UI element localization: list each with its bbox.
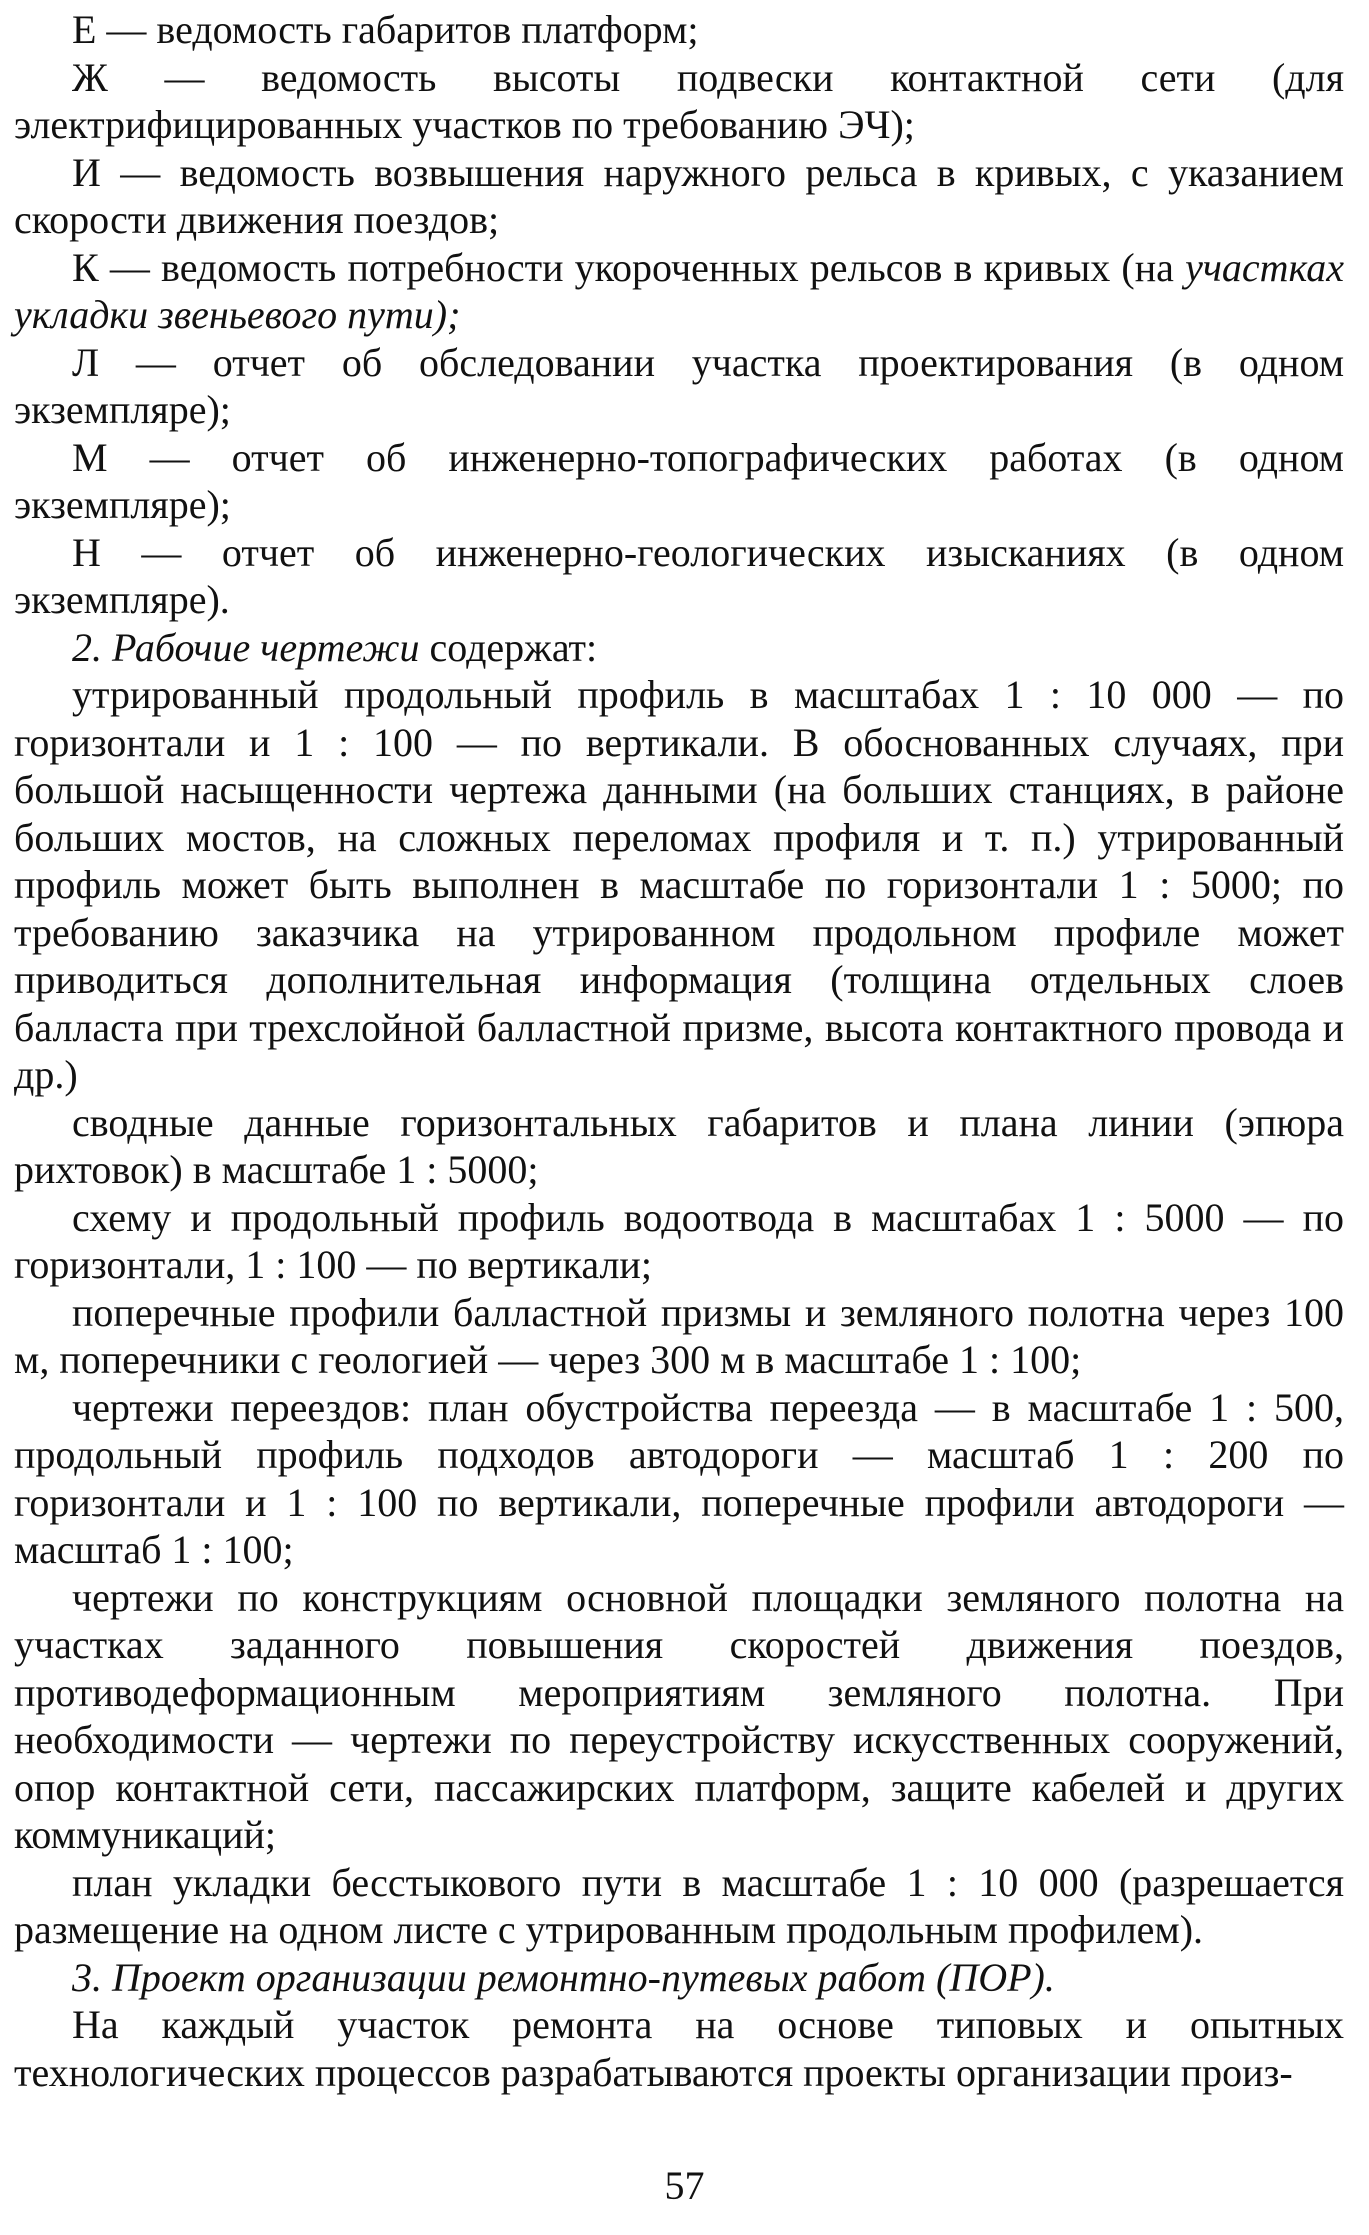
section-2-title-tail: содержат: bbox=[419, 624, 598, 670]
section-2-paragraph: сводные данные горизонтальных габаритов и плана линии (эпюра рихтовок) в масштабе 1 : 5000; bbox=[14, 1099, 1344, 1192]
section-3-paragraph: На каждый участок ремонта на основе типовых и опытных технологических процессов разрабатываются проекты организации произ- bbox=[14, 2002, 1344, 2095]
section-3-heading: 3. Проект организации ремонтно-путевых работ (ПОР). bbox=[72, 1954, 1055, 2000]
list-item-l: Л — отчет об обследовании участка проектирования (в одном экземпляре); bbox=[14, 339, 1344, 432]
section-2-paragraph: чертежи по конструкциям основной площадки земляного полотна на участках заданного повышения скоростей движения поездов, противодеформационным мероприятиям земляного полотна. При необходимости — чертежи по переустройству искусственных сооружений, опор контактной сети, пассажирских платформ, защите кабелей и других коммуникаций; bbox=[14, 1574, 1344, 1857]
list-item-n: Н — отчет об инженерно-геологических изысканиях (в одном экземпляре). bbox=[14, 529, 1344, 622]
page-number: 57 bbox=[664, 2163, 705, 2208]
section-2-heading bbox=[14, 624, 1344, 672]
list-item-i: И — ведомость возвышения наружного рельса в кривых, с указанием скорости движения поездов; bbox=[14, 149, 1344, 242]
section-2-paragraph: чертежи переездов: план обустройства переезда — в масштабе 1 : 500, продольный профиль подходов автодороги — масштаб 1 : 200 по горизонтали и 1 : 100 по вертикали, поперечные профили автодороги — масштаб 1 : 100; bbox=[14, 1384, 1344, 1572]
list-item-e: Е — ведомость габаритов платформ; bbox=[72, 7, 699, 52]
list-item-m: М — отчет об инженерно-топографических работах (в одном экземпляре); bbox=[14, 434, 1344, 527]
section-2-paragraph: план укладки бесстыкового пути в масштабе 1 : 10 000 (разрешается размещение на одном листе с утрированным продольным профилем). bbox=[14, 1859, 1344, 1952]
list-item-k-text: К — ведомость потребности укороченных рельсов в кривых (на bbox=[72, 244, 1174, 290]
document-page bbox=[14, 6, 1344, 2235]
section-2-paragraph: утрированный продольный профиль в масштабах 1 : 10 000 — по горизонтали и 1 : 100 — по вертикали. В обоснованных случаях, при большой насыщенности чертежа данными (на больших станциях, в районе больших мостов, на сложных переломах профиля и т. п.) утрированный профиль может быть выполнен в масштабе по горизонтали 1 : 5000; по требованию заказчика на утрированном продольном профиле может приводиться дополнительная информация (толщина отдельных слоев балласта при трехслойной балластной призме, высота контактного провода и др.) bbox=[14, 672, 1344, 1097]
section-2-paragraph: схему и продольный профиль водоотвода в масштабах 1 : 5000 — по горизонтали, 1 : 100 — по вертикали; bbox=[14, 1194, 1344, 1287]
list-item-k-italic: участках укладки звеньевого пути); bbox=[14, 244, 1345, 337]
list-item-zh: Ж — ведомость высоты подвески контактной сети (для электрифицированных участков по требованию ЭЧ); bbox=[14, 54, 1344, 147]
section-2-title: 2. Рабочие чертежи bbox=[72, 624, 420, 670]
list-item-k bbox=[14, 244, 1344, 339]
section-2-paragraph: поперечные профили балластной призмы и земляного полотна через 100 м, поперечники с геологией — через 300 м в масштабе 1 : 100; bbox=[14, 1289, 1344, 1382]
